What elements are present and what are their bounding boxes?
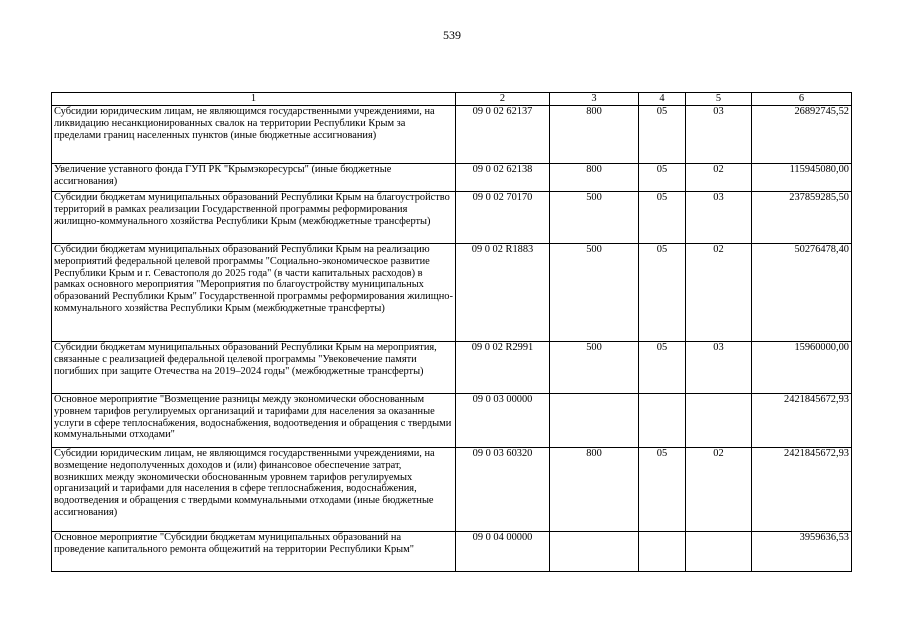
row-target-article: 09 0 02 70170 [456, 192, 550, 244]
table-row [52, 532, 852, 572]
header-col-1: 1 [52, 93, 456, 106]
table-row [52, 394, 852, 448]
table-row [52, 342, 852, 394]
table-row [52, 106, 852, 164]
table-row [52, 192, 852, 244]
row-subsection [686, 532, 752, 572]
row-subsection: 02 [686, 164, 752, 192]
table-row [52, 164, 852, 192]
row-amount: 2421845672,93 [752, 448, 852, 532]
row-section: 05 [639, 192, 686, 244]
row-amount: 2421845672,93 [752, 394, 852, 448]
header-col-6: 6 [752, 93, 852, 106]
row-name: Субсидии бюджетам муниципальных образований Республики Крым на реализацию мероприятий федеральной целевой программы "Социально-экономическое развитие Республики Крым и г. Севастополя до 2025 года" (в части капитальных расходов) в рамках основного мероприятия "Мероприятия по благоустройству муниципальных образований Республики Крым" Государственной программы реформирования жилищно-коммунального хозяйства Республики Крым (межбюджетные трансферты) [52, 244, 456, 342]
row-target-article: 09 0 03 60320 [456, 448, 550, 532]
row-name: Основное мероприятие "Возмещение разницы между экономически обоснованным уровнем тарифов регулируемых организаций и тарифами для населения за оказанные услуги в сфере теплоснабжения, водоснабжения, водоотведения и обращения с твердыми коммунальными отходами" [52, 394, 456, 448]
row-subsection: 03 [686, 342, 752, 394]
row-amount: 15960000,00 [752, 342, 852, 394]
row-expense-type: 500 [550, 192, 639, 244]
row-name: Субсидии бюджетам муниципальных образований Республики Крым на благоустройство территорий в рамках реализации Государственной программы реформирования жилищно-коммунального хозяйства Республики Крым (межбюджетные трансферты) [52, 192, 456, 244]
row-section: 05 [639, 244, 686, 342]
row-section: 05 [639, 164, 686, 192]
row-expense-type [550, 394, 639, 448]
row-expense-type [550, 532, 639, 572]
row-target-article: 09 0 02 R1883 [456, 244, 550, 342]
table-row [52, 448, 852, 532]
header-col-5: 5 [686, 93, 752, 106]
row-expense-type: 500 [550, 244, 639, 342]
row-amount: 3959636,53 [752, 532, 852, 572]
row-section: 05 [639, 342, 686, 394]
row-expense-type: 500 [550, 342, 639, 394]
row-section: 05 [639, 448, 686, 532]
row-name: Субсидии бюджетам муниципальных образований Республики Крым на мероприятия, связанные с реализацией федеральной целевой программы "Увековечение памяти погибших при защите Отечества на 2019–2024 годы" (межбюджетные трансферты) [52, 342, 456, 394]
row-name: Субсидии юридическим лицам, не являющимся государственными учреждениями, на ликвидацию несанкционированных свалок на территории Республики Крым за пределами границ населенных пунктов (иные бюджетные ассигнования) [52, 106, 456, 164]
row-subsection: 03 [686, 106, 752, 164]
row-amount: 26892745,52 [752, 106, 852, 164]
row-expense-type: 800 [550, 164, 639, 192]
row-section: 05 [639, 106, 686, 164]
header-col-2: 2 [456, 93, 550, 106]
header-col-4: 4 [639, 93, 686, 106]
row-amount: 115945080,00 [752, 164, 852, 192]
table-row [52, 244, 852, 342]
row-name: Основное мероприятие "Субсидии бюджетам муниципальных образований на проведение капитального ремонта общежитий на территории Республики Крым" [52, 532, 456, 572]
row-expense-type: 800 [550, 448, 639, 532]
row-expense-type: 800 [550, 106, 639, 164]
row-section [639, 532, 686, 572]
row-subsection: 02 [686, 244, 752, 342]
header-col-3: 3 [550, 93, 639, 106]
row-target-article: 09 0 02 62138 [456, 164, 550, 192]
row-subsection [686, 394, 752, 448]
table-header-row [52, 93, 852, 106]
row-name: Субсидии юридическим лицам, не являющимся государственными учреждениями, на возмещение недополученных доходов и (или) финансовое обеспечение затрат, возникших между экономически обоснованным уровнем тарифов регулируемых организаций и тарифами для населения в сфере теплоснабжения, водоснабжения, водоотведения и обращения с твердыми коммунальными отходами (иные бюджетные ассигнования) [52, 448, 456, 532]
page-number: 539 [443, 28, 461, 42]
row-target-article: 09 0 02 62137 [456, 106, 550, 164]
row-subsection: 02 [686, 448, 752, 532]
row-name: Увеличение уставного фонда ГУП РК "Крымэкоресурсы" (иные бюджетные ассигнования) [52, 164, 456, 192]
row-subsection: 03 [686, 192, 752, 244]
row-target-article: 09 0 04 00000 [456, 532, 550, 572]
row-section [639, 394, 686, 448]
row-target-article: 09 0 02 R2991 [456, 342, 550, 394]
row-target-article: 09 0 03 00000 [456, 394, 550, 448]
row-amount: 237859285,50 [752, 192, 852, 244]
budget-table [51, 92, 852, 572]
row-amount: 50276478,40 [752, 244, 852, 342]
